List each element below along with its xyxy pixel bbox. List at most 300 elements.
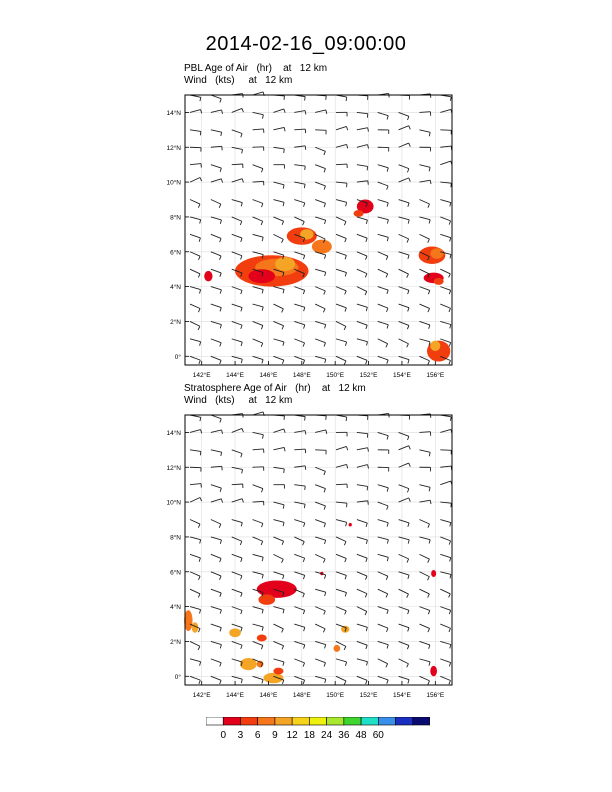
wind-barb — [357, 624, 368, 627]
lat-tick-label: 12°N — [166, 144, 181, 152]
wind-barb — [399, 126, 409, 130]
wind-barb — [232, 467, 243, 469]
wind-barb — [419, 130, 430, 133]
lon-tick-label: 150°E — [326, 372, 345, 379]
wind-barb — [336, 554, 346, 558]
wind-barb — [399, 446, 409, 450]
wind-barb — [211, 165, 221, 168]
panel1-title-line1: PBL Age of Air (hr) at 12 km — [184, 63, 328, 74]
wind-barb — [232, 659, 243, 662]
wind-barb — [253, 572, 264, 575]
lon-tick-label: 146°E — [259, 692, 278, 699]
age-patch — [263, 673, 283, 683]
stratosphere-age-map — [166, 415, 454, 699]
wind-barb — [211, 607, 222, 610]
wind-barb — [253, 624, 264, 627]
wind-barb — [211, 499, 221, 502]
wind-barb — [253, 339, 263, 343]
wind-barb — [336, 234, 346, 238]
wind-barb — [273, 252, 283, 255]
wind-barb — [336, 339, 347, 342]
wind-barb — [315, 339, 325, 343]
wind-barb — [378, 554, 389, 557]
wind-barb — [336, 126, 346, 129]
wind-barb — [440, 676, 450, 680]
colorbar-svg — [206, 717, 430, 747]
wind-barb — [399, 641, 409, 645]
wind-barb — [232, 484, 243, 485]
wind-barb — [336, 589, 346, 592]
wind-barb — [190, 430, 201, 433]
wind-barb — [232, 147, 243, 149]
age-patch — [431, 570, 436, 577]
wind-barb — [273, 554, 283, 559]
lon-tick-label: 142°E — [192, 692, 211, 699]
wind-barb — [211, 217, 222, 220]
wind-barb — [190, 177, 200, 182]
age-patch — [334, 645, 341, 652]
wind-barb — [211, 269, 221, 273]
colorbar-label: 9 — [272, 730, 278, 741]
wind-barb — [232, 624, 242, 628]
colorbar-label: 6 — [254, 730, 261, 741]
wind-barb — [294, 182, 305, 184]
wind-barb — [232, 499, 242, 502]
wind-barb — [273, 217, 283, 221]
wind-barb — [273, 429, 283, 432]
wind-barb — [399, 200, 409, 203]
wind-barb — [232, 217, 242, 221]
wind-barb — [232, 428, 242, 432]
colorbar-swatch — [206, 717, 223, 725]
wind-barb — [294, 520, 304, 523]
map-grid — [185, 415, 452, 685]
wind-barb — [378, 200, 389, 203]
wind-barb — [336, 304, 346, 308]
wind-barb — [336, 287, 346, 291]
wind-barb — [399, 269, 409, 274]
wind-barb — [419, 607, 429, 611]
wind-barb — [419, 234, 429, 239]
wind-barb — [357, 304, 368, 307]
wind-barb — [232, 520, 243, 523]
age-patch — [430, 341, 440, 351]
wind-barb — [294, 554, 304, 558]
wind-barb — [253, 217, 263, 221]
wind-barb — [232, 108, 242, 112]
wind-barb — [253, 676, 264, 679]
wind-barb — [294, 641, 304, 644]
wind-barb — [211, 200, 221, 205]
wind-barb — [190, 659, 201, 662]
lat-tick-label: 2°N — [170, 638, 181, 646]
wind-barb — [211, 589, 221, 593]
wind-barb — [190, 200, 200, 205]
wind-barb — [419, 554, 429, 559]
wind-barb — [399, 432, 409, 436]
wind-barb — [211, 450, 222, 452]
wind-barb — [232, 450, 242, 454]
wind-barb — [336, 217, 346, 222]
age-patch — [257, 634, 267, 641]
wind-barb — [378, 356, 388, 360]
age-patch — [280, 582, 290, 589]
wind-barb — [378, 432, 389, 435]
wind-barb — [232, 641, 242, 645]
wind-barb — [336, 537, 346, 542]
wind-barb — [357, 165, 368, 167]
wind-barb — [294, 252, 304, 256]
wind-barb — [253, 356, 264, 359]
wind-barb — [253, 321, 263, 325]
wind-barb — [357, 465, 368, 468]
colorbar-swatch — [240, 717, 257, 725]
wind-barb — [190, 676, 200, 680]
wind-barb — [315, 200, 325, 204]
wind-barb — [336, 607, 346, 611]
wind-barb — [440, 287, 450, 291]
wind-barb — [357, 448, 368, 450]
wind-barb — [273, 287, 284, 290]
wind-barb — [315, 572, 326, 575]
wind-barb — [336, 144, 347, 147]
wind-barb — [399, 165, 409, 169]
lat-tick-label: 14°N — [166, 429, 181, 437]
wind-barb — [378, 304, 388, 308]
wind-barb — [315, 502, 325, 506]
wind-barb — [336, 164, 347, 165]
wind-barb — [399, 143, 409, 147]
colorbar-swatch — [344, 717, 361, 725]
wind-barb — [232, 287, 242, 291]
wind-barb — [190, 217, 201, 220]
wind-barb — [294, 217, 304, 222]
wind-barbs — [190, 92, 452, 365]
age-patch — [341, 626, 349, 633]
wind-barb — [253, 252, 264, 255]
wind-barb — [190, 130, 201, 132]
wind-barb — [211, 659, 221, 663]
wind-barb — [211, 130, 222, 132]
wind-barb — [211, 234, 221, 238]
wind-barb — [399, 356, 409, 359]
figure-title: 2014-02-16_09:00:00 — [205, 33, 407, 55]
wind-barb — [378, 165, 389, 168]
wind-barb — [315, 607, 325, 611]
wind-barb — [419, 485, 430, 488]
wind-barb — [253, 607, 264, 610]
wind-barb — [315, 554, 325, 559]
wind-barb — [211, 356, 221, 360]
wind-barb — [315, 467, 325, 471]
wind-barb — [253, 287, 264, 290]
wind-barb — [378, 641, 389, 644]
wind-barb — [336, 252, 346, 256]
wind-barb — [253, 641, 263, 645]
colorbar-swatch — [361, 717, 378, 725]
wind-barb — [253, 554, 264, 557]
map-frame — [185, 95, 452, 365]
wind-barb — [399, 463, 409, 467]
wind-barb — [294, 449, 305, 450]
wind-barb — [294, 676, 304, 680]
wind-barb — [357, 572, 367, 576]
wind-barb — [190, 589, 200, 594]
age-patch — [273, 668, 283, 675]
wind-barb — [273, 200, 284, 203]
wind-barb — [211, 676, 221, 680]
lon-tick-label: 156°E — [426, 692, 445, 699]
colorbar-label: 36 — [338, 730, 350, 741]
wind-barb — [294, 339, 304, 343]
wind-barb — [419, 200, 429, 204]
wind-barb — [190, 287, 201, 290]
wind-barb — [232, 676, 243, 679]
wind-barb — [315, 659, 325, 663]
wind-barb — [211, 110, 222, 112]
map-frame — [185, 415, 452, 685]
wind-barb — [440, 537, 450, 541]
colorbar-label: 12 — [286, 730, 298, 741]
wind-barb — [399, 339, 409, 344]
wind-barb — [190, 252, 200, 256]
lat-tick-label: 14°N — [166, 109, 181, 117]
wind-barb — [419, 624, 429, 628]
wind-barb — [440, 200, 451, 203]
wind-barb — [232, 130, 242, 134]
wind-barb — [211, 430, 222, 432]
wind-barb — [253, 165, 263, 169]
pbl-age-map-panel — [166, 95, 454, 379]
wind-barb — [190, 110, 201, 113]
wind-barb — [190, 520, 200, 525]
wind-barb — [294, 304, 305, 307]
wind-barb — [399, 554, 409, 558]
wind-barb — [440, 321, 451, 324]
age-patch — [300, 229, 313, 239]
wind-barb — [357, 252, 367, 256]
wind-barb — [399, 537, 410, 540]
map-grid — [185, 95, 452, 365]
wind-barb — [378, 287, 388, 290]
wind-barb — [190, 641, 200, 646]
wind-barb — [273, 127, 284, 129]
wind-barb — [336, 464, 347, 467]
wind-barb — [419, 339, 430, 342]
wind-barb — [357, 321, 367, 325]
wind-barb — [211, 304, 221, 308]
wind-barb — [336, 520, 347, 523]
lon-tick-label: 150°E — [326, 692, 345, 699]
panel2-title-line2: Wind (kts) at 12 km — [184, 395, 293, 406]
wind-barb — [336, 676, 346, 681]
wind-barb — [190, 234, 200, 238]
wind-barb — [190, 164, 201, 165]
wind-barb — [190, 356, 200, 360]
colorbar-swatch — [413, 717, 430, 725]
wind-barb — [315, 430, 326, 432]
wind-barb — [232, 252, 242, 256]
wind-barb — [378, 339, 388, 344]
wind-barb — [419, 641, 429, 644]
wind-barb — [336, 572, 346, 576]
wind-barb — [419, 269, 429, 274]
lon-tick-label: 152°E — [359, 692, 378, 699]
wind-barb — [294, 607, 304, 611]
wind-barb — [294, 200, 304, 203]
wind-barb — [273, 304, 283, 309]
wind-barbs — [190, 412, 452, 685]
lon-tick-label: 156°E — [426, 372, 445, 379]
wind-barb — [357, 589, 367, 593]
wind-barb — [440, 572, 451, 575]
wind-barb — [399, 607, 409, 611]
lat-tick-label: 10°N — [166, 179, 181, 187]
wind-barb — [315, 110, 326, 112]
colorbar-swatch — [258, 717, 275, 725]
colorbar-swatch — [275, 717, 292, 725]
wind-barb — [294, 572, 304, 576]
wind-barb — [419, 676, 429, 680]
wind-barb — [440, 429, 451, 432]
wind-barb — [253, 200, 263, 204]
wind-barb — [315, 130, 326, 131]
wind-barb — [190, 269, 200, 274]
colorbar-label: 0 — [220, 730, 227, 741]
lat-tick-label: 10°N — [166, 499, 181, 507]
lon-tick-label: 154°E — [393, 692, 411, 699]
wind-barb — [399, 304, 409, 308]
wind-barb — [253, 432, 264, 434]
wind-barb — [357, 356, 367, 360]
wind-barb — [211, 624, 221, 628]
wind-barb — [294, 165, 305, 166]
wind-barb — [440, 161, 450, 165]
wind-barb — [357, 485, 368, 487]
pbl-age-map — [166, 95, 454, 379]
wind-barb — [273, 234, 283, 239]
wind-barb — [232, 200, 243, 203]
colorbar-swatch — [309, 717, 326, 725]
wind-barb — [336, 484, 347, 485]
wind-barb — [294, 659, 304, 663]
wind-barb — [315, 450, 326, 451]
wind-barb — [419, 356, 429, 360]
wind-barb — [315, 217, 326, 220]
wind-barb — [357, 145, 368, 148]
wind-barb — [273, 182, 284, 185]
wind-barb — [273, 502, 284, 505]
colorbar-swatch — [396, 717, 413, 725]
wind-barb — [378, 676, 388, 680]
wind-barb — [378, 607, 388, 610]
wind-barb — [357, 659, 368, 662]
wind-barb — [315, 147, 325, 151]
colorbar-label: 18 — [303, 730, 315, 741]
wind-barb — [440, 109, 451, 112]
wind-barb — [357, 128, 368, 130]
wind-barb — [419, 572, 429, 577]
wind-barb — [315, 520, 325, 524]
wind-barb — [440, 481, 450, 485]
wind-barb — [190, 537, 201, 540]
wind-barb — [440, 589, 450, 594]
wind-barb — [294, 624, 305, 627]
stratosphere-age-map-panel — [166, 415, 454, 699]
wind-barb — [357, 287, 367, 292]
wind-barb — [315, 269, 326, 272]
wind-barb — [211, 287, 222, 290]
wind-barb — [357, 607, 367, 612]
wind-barb — [336, 200, 347, 203]
wind-barb — [357, 339, 368, 342]
wind-barb — [315, 485, 325, 489]
wind-barb — [211, 485, 221, 488]
wind-barb — [232, 554, 242, 558]
wind-barb — [211, 95, 221, 99]
lat-tick-label: 0° — [174, 673, 181, 681]
wind-barb — [211, 339, 221, 343]
lon-tick-label: 144°E — [226, 372, 244, 379]
panel2-title-line1: Stratosphere Age of Air (hr) at 12 km — [184, 383, 366, 394]
wind-barb — [399, 234, 409, 238]
lat-tick-label: 12°N — [166, 464, 181, 472]
wind-barb — [336, 321, 346, 326]
wind-barb — [378, 269, 388, 274]
wind-barb — [294, 356, 304, 360]
wind-barb — [190, 554, 200, 558]
age-patch — [229, 628, 241, 637]
wind-barb — [232, 607, 242, 611]
wind-barb — [232, 339, 243, 342]
wind-barb — [440, 554, 450, 557]
wind-barb — [315, 589, 326, 592]
wind-barb — [357, 641, 367, 645]
wind-barb — [419, 450, 430, 453]
wind-barb — [273, 339, 284, 342]
wind-barb — [419, 321, 429, 324]
colorbar-label: 24 — [321, 730, 333, 741]
wind-barb — [253, 304, 264, 307]
wind-barb — [378, 589, 388, 594]
wind-barb — [273, 572, 283, 575]
age-patch — [312, 240, 332, 254]
wind-barb — [211, 252, 221, 256]
wind-barb — [273, 356, 283, 360]
lon-tick-label: 146°E — [259, 372, 278, 379]
lat-tick-label: 8°N — [170, 214, 181, 222]
age-patch — [354, 210, 364, 217]
lon-tick-label: 144°E — [226, 692, 244, 699]
wind-barb — [399, 498, 409, 502]
wind-barb — [315, 641, 326, 644]
wind-barb — [440, 269, 450, 274]
wind-barb — [211, 554, 221, 558]
colorbar-swatch — [292, 717, 309, 725]
wind-barb — [399, 589, 409, 594]
wind-barb — [315, 624, 325, 629]
wind-barb — [294, 287, 304, 291]
wind-barb — [315, 165, 325, 169]
wind-barb — [399, 321, 409, 325]
wind-barb — [399, 178, 409, 182]
wind-barb — [211, 572, 221, 576]
wind-barb — [399, 252, 409, 255]
wind-barb — [273, 109, 283, 112]
wind-barb — [419, 520, 429, 524]
wind-barb — [211, 520, 221, 525]
wind-barb — [315, 356, 326, 359]
